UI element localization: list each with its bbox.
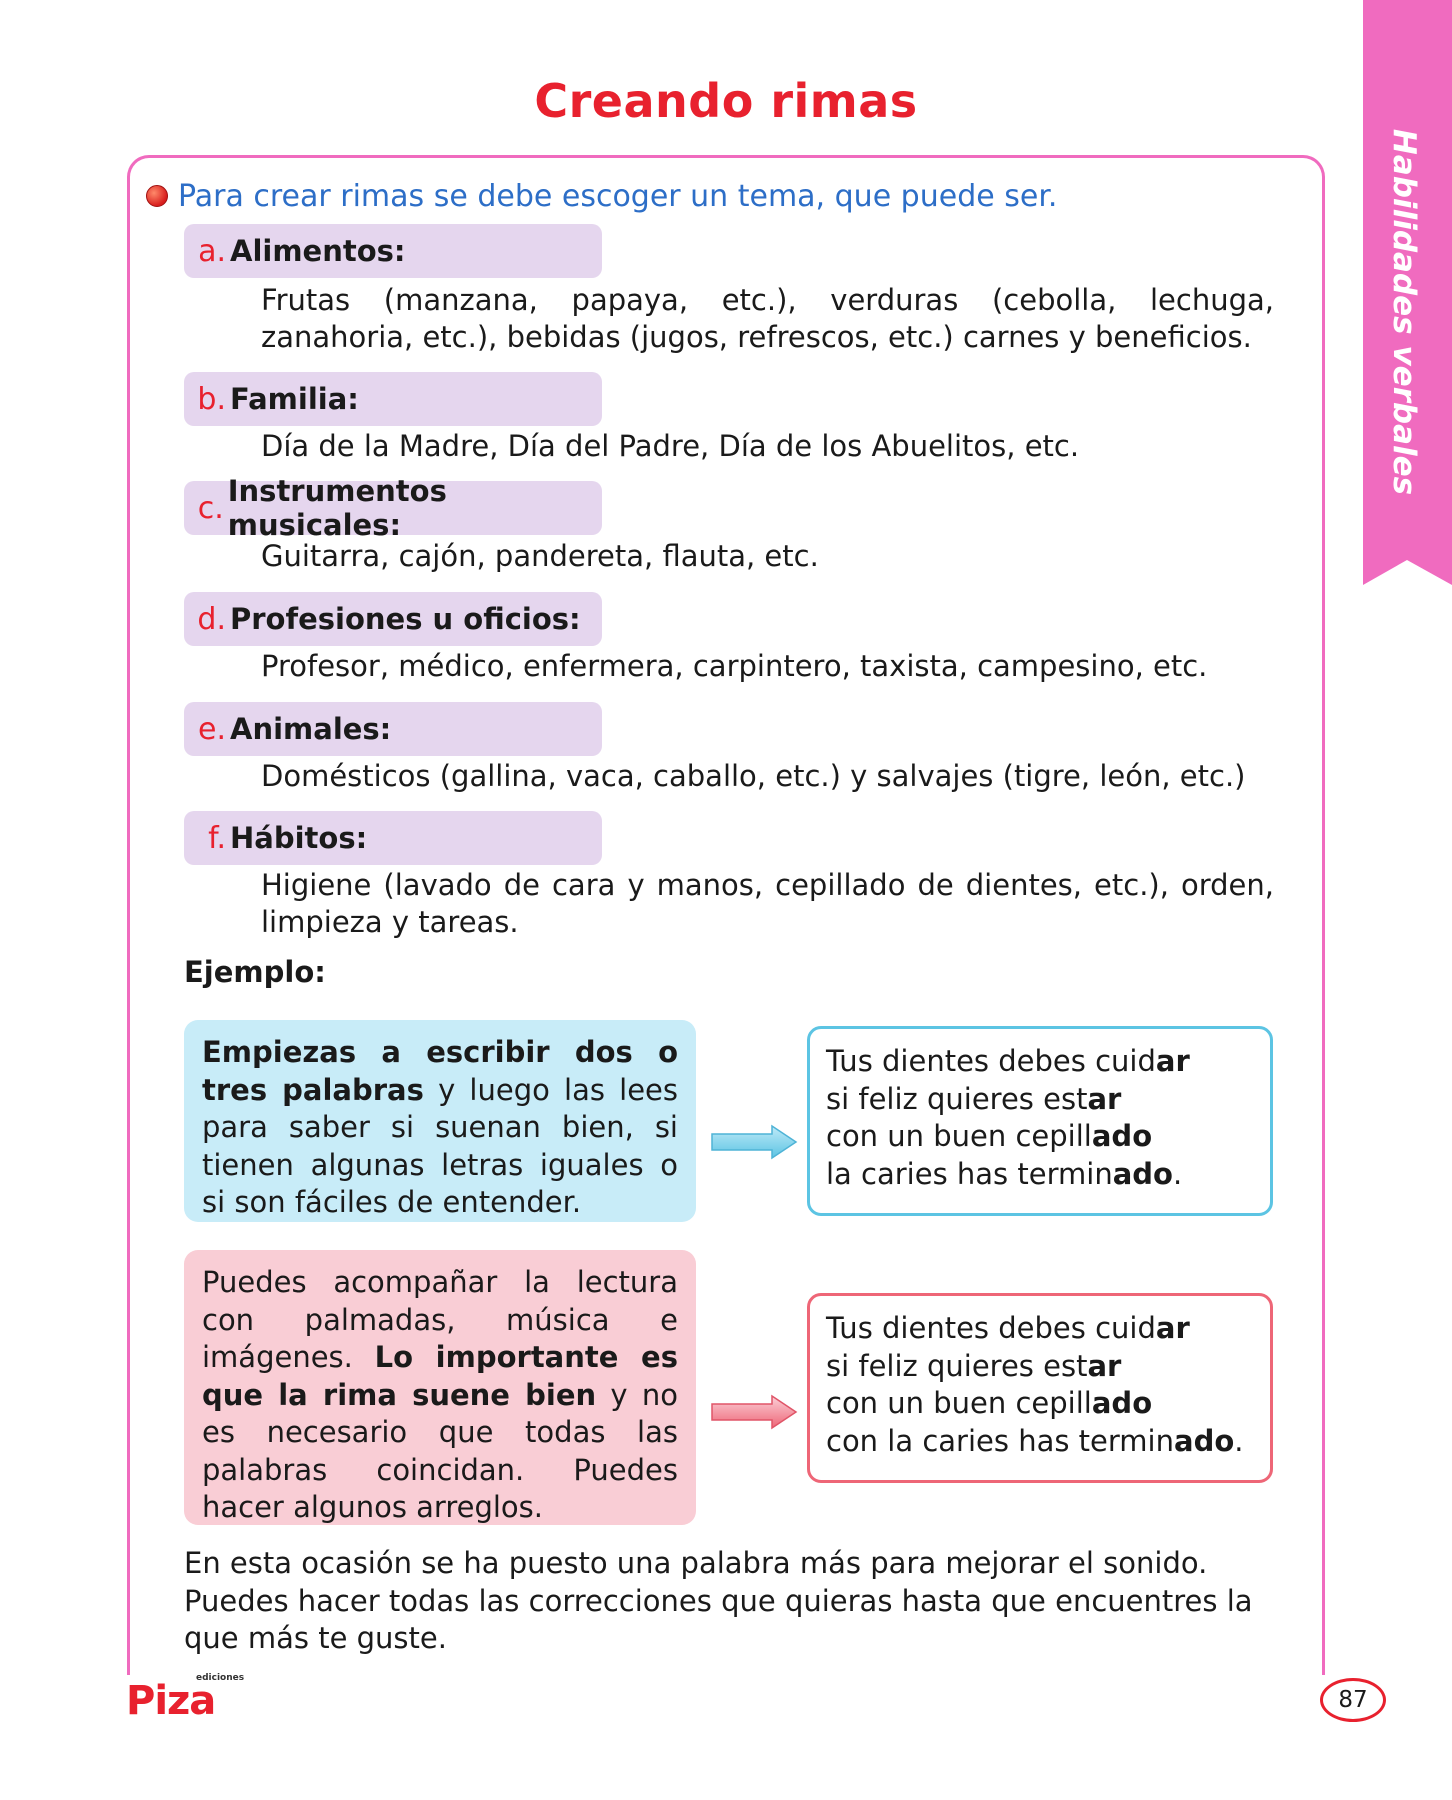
topic-heading-habitos <box>184 811 602 865</box>
topic-letter: c. <box>197 490 224 526</box>
intro-line <box>146 176 1057 216</box>
rhyme-tail: . <box>1172 1156 1183 1191</box>
side-tab-label: Habilidades verbales <box>1386 128 1422 496</box>
topic-letter: b. <box>197 381 226 417</box>
topic-label: Alimentos: <box>230 234 406 268</box>
rhyme-line <box>826 1081 1254 1119</box>
topic-description: Domésticos (gallina, vaca, caballo, etc.) y salvajes (tigre, león, etc.) <box>261 759 1246 793</box>
rhyme-tail: . <box>1234 1423 1244 1458</box>
rhyme-ending: ado <box>1091 1386 1153 1420</box>
rhyme-base: si feliz quieres est <box>826 1081 1088 1116</box>
topic-label: Instrumentos musicales: <box>227 474 447 542</box>
rhyme-box-blue <box>807 1026 1273 1216</box>
note-bold-text: Empiezas a escribir dos o tres palabras <box>202 1035 678 1107</box>
rhyme-base: la caries has termin <box>826 1156 1113 1191</box>
topic-description: Día de la Madre, Día del Padre, Día de los Abuelitos, etc. <box>261 429 1080 463</box>
note-box-pink <box>184 1250 696 1525</box>
intro-text: Para crear rimas se debe escoger un tema, que puede ser. <box>178 178 1058 214</box>
arrow-right-icon <box>710 1124 798 1160</box>
topic-heading-alimentos <box>184 224 602 278</box>
topic-letter: e. <box>198 711 226 747</box>
note-bold-text: Lo importante es que la rima suene bien <box>202 1340 678 1412</box>
topic-heading-familia <box>184 372 602 426</box>
rhyme-box-pink <box>807 1293 1273 1483</box>
publisher-logo-subtitle: ediciones <box>196 1673 245 1683</box>
topic-description: Frutas (manzana, papaya, etc.), verduras (cebolla, lechuga, zanahoria, etc.), bebidas (jugos, refrescos, etc.) carnes y beneficios. <box>261 283 1274 354</box>
publisher-logo: Piza <box>126 1678 216 1724</box>
rhyme-base: con un buen cepill <box>826 1119 1092 1153</box>
rhyme-ending: ar <box>1155 1044 1190 1078</box>
example-label: Ejemplo: <box>184 955 326 989</box>
topic-letter: a. <box>198 233 226 269</box>
arrow-right-icon <box>710 1394 798 1430</box>
topic-letter: f. <box>208 820 226 856</box>
rhyme-base: con la caries has termin <box>826 1423 1174 1458</box>
page-number: 87 <box>1320 1678 1386 1722</box>
topic-description: Profesor, médico, enfermera, carpintero, taxista, campesino, etc. <box>261 649 1208 683</box>
rhyme-base: Tus dientes debes cuid <box>826 1044 1156 1078</box>
rhyme-ending: ar <box>1087 1348 1122 1383</box>
rhyme-line <box>826 1043 1254 1081</box>
rhyme-line <box>826 1423 1254 1461</box>
topic-letter: d. <box>197 601 226 637</box>
rhyme-line <box>826 1348 1254 1386</box>
note-text: Puedes acompañar la lectura con palmadas, música e imágenes. <box>202 1265 678 1374</box>
rhyme-base: si feliz quieres est <box>826 1348 1088 1383</box>
note-text: y luego las lees para saber si suenan bien, si tienen algunas letras iguales o si son fáciles de entender. <box>202 1072 678 1219</box>
topic-description: Higiene (lavado de cara y manos, cepillado de dientes, etc.), orden, limpieza y tareas. <box>261 868 1274 939</box>
closing-paragraph: En esta ocasión se ha puesto una palabra más para mejorar el sonido. Puedes hacer todas las correcciones que quieras hasta que encuentres la que más te guste. <box>184 1546 1253 1655</box>
topic-label: Animales: <box>230 712 392 746</box>
bullet-icon <box>146 185 168 207</box>
topic-label: Hábitos: <box>230 821 368 855</box>
note-box-blue <box>184 1020 696 1222</box>
note-text: y no es necesario que todas las palabras coincidan. Puedes hacer algunos arreglos. <box>202 1377 678 1524</box>
rhyme-line <box>826 1385 1254 1423</box>
rhyme-ending: ar <box>1155 1311 1190 1345</box>
rhyme-line <box>826 1118 1254 1156</box>
rhyme-line <box>826 1310 1254 1348</box>
topic-label: Profesiones u oficios: <box>230 602 581 636</box>
topic-heading-profesiones <box>184 592 602 646</box>
rhyme-base: con un buen cepill <box>826 1386 1092 1420</box>
page-title: Creando rimas <box>534 74 918 128</box>
rhyme-ending: ar <box>1087 1081 1122 1116</box>
rhyme-ending: ado <box>1174 1423 1235 1458</box>
topic-description: Guitarra, cajón, pandereta, flauta, etc. <box>261 539 819 573</box>
topic-label: Familia: <box>230 382 359 416</box>
rhyme-base: Tus dientes debes cuid <box>826 1311 1156 1345</box>
topic-heading-instrumentos <box>184 474 602 542</box>
rhyme-ending: ado <box>1091 1119 1153 1153</box>
rhyme-line <box>826 1156 1254 1194</box>
rhyme-ending: ado <box>1112 1156 1173 1191</box>
topic-heading-animales <box>184 702 602 756</box>
